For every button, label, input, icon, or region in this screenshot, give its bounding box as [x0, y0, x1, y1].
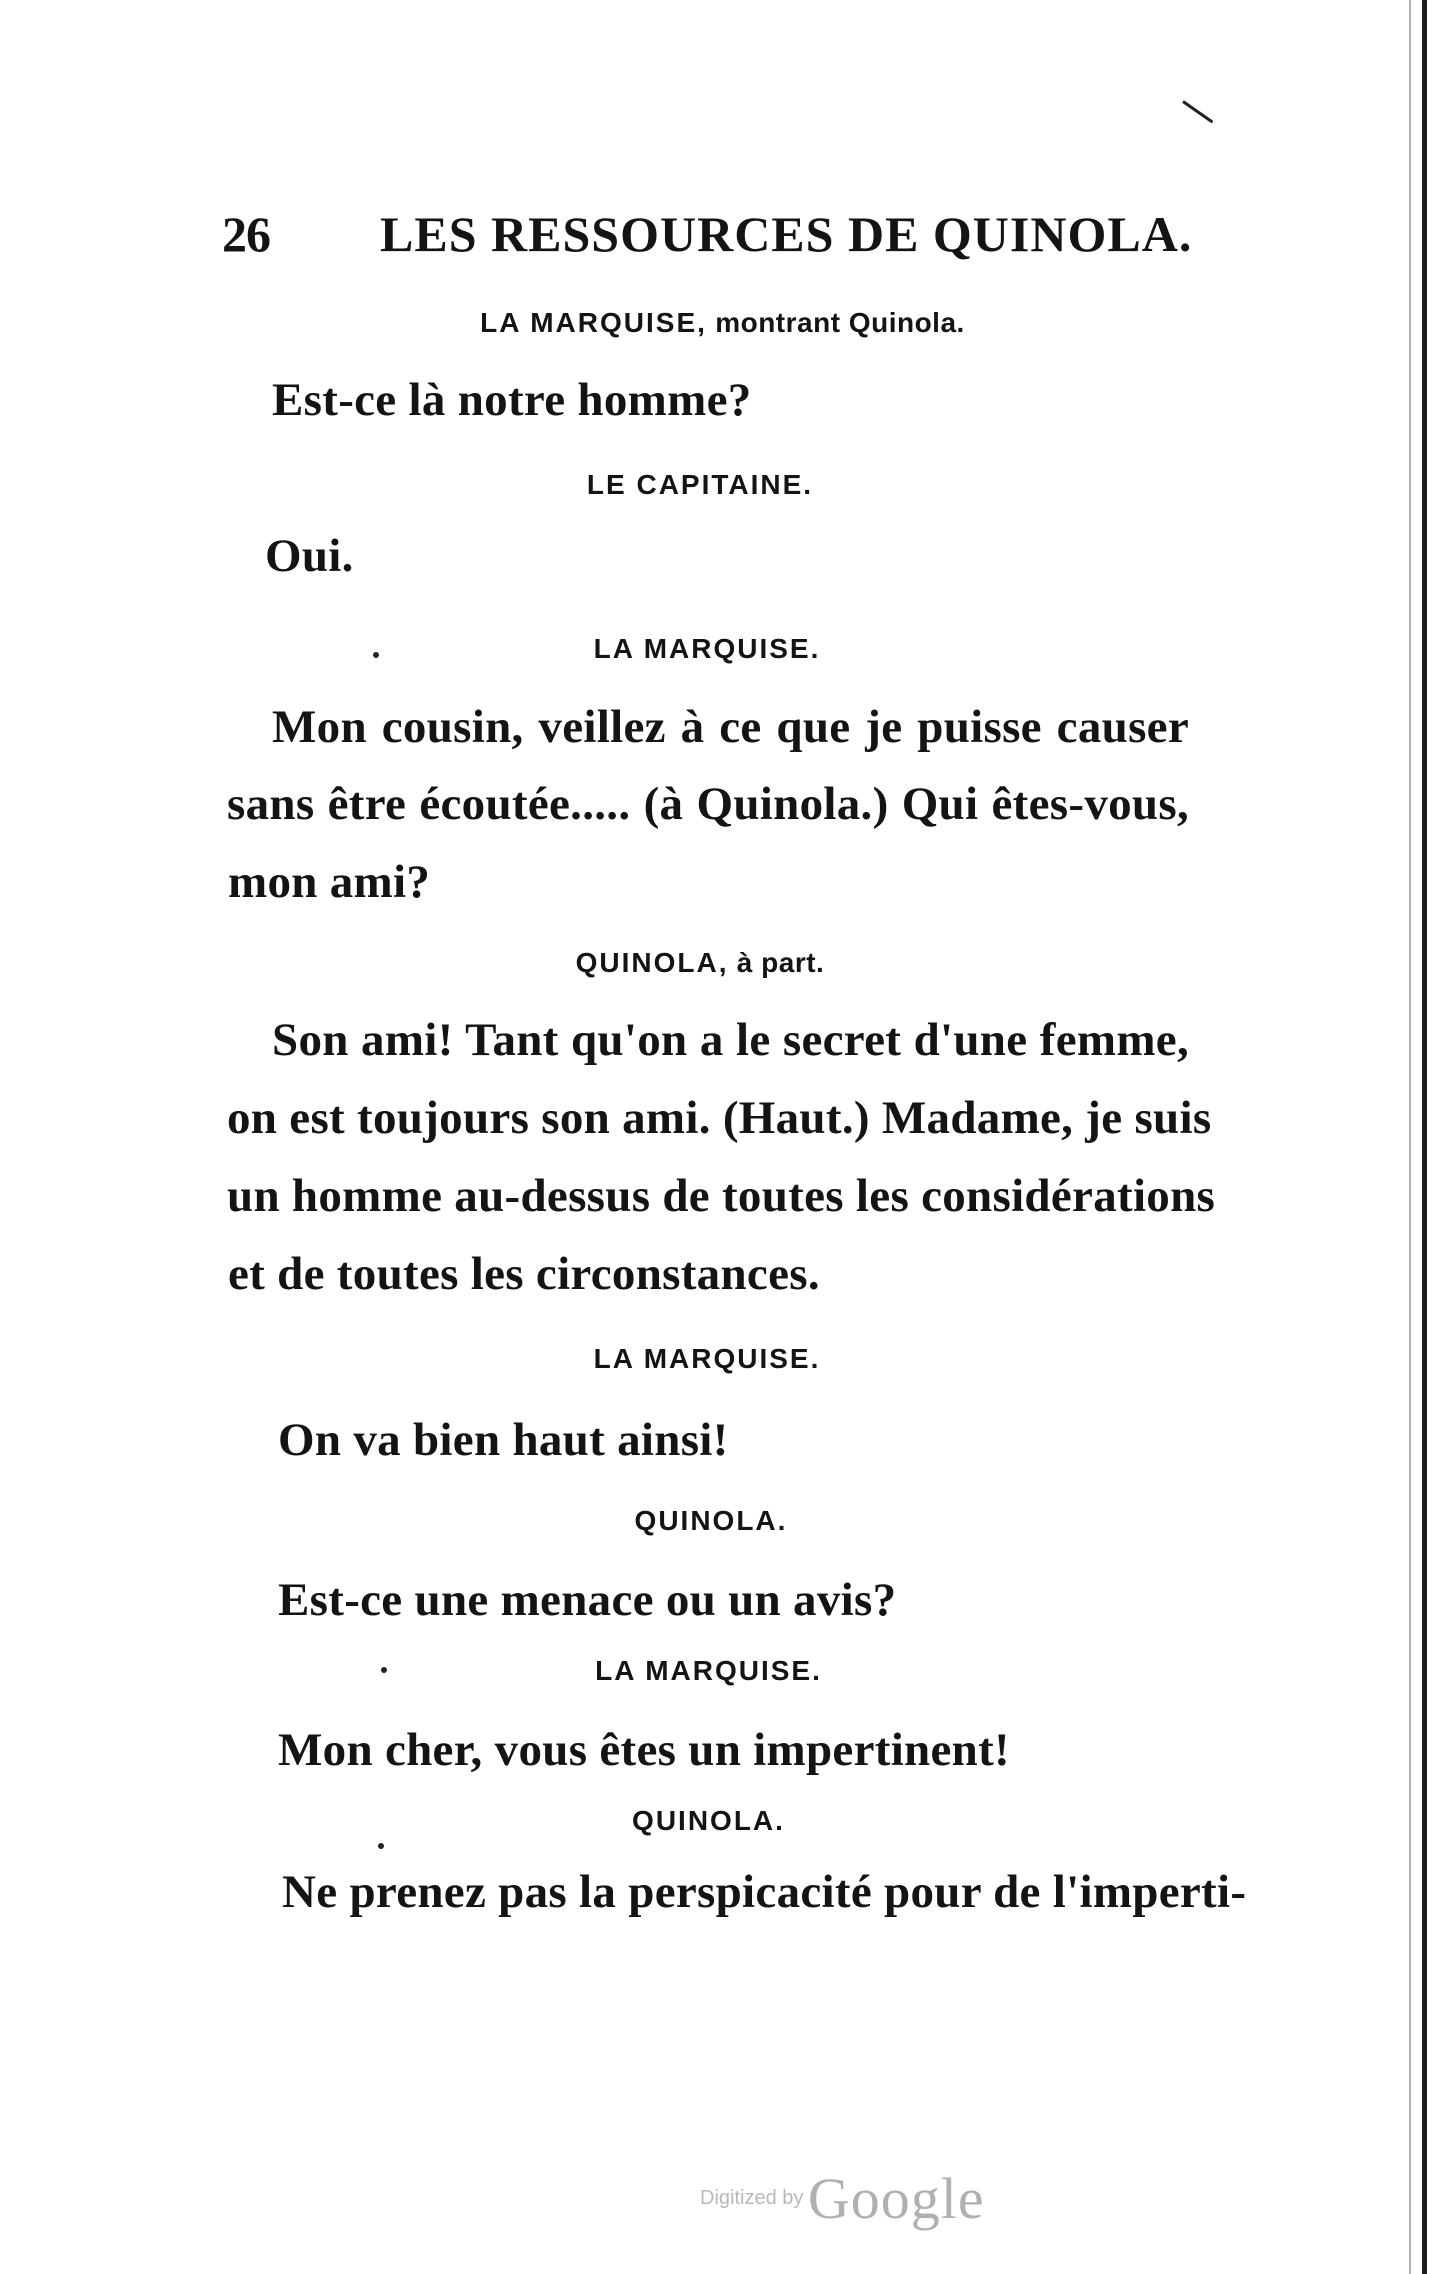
page-number: 26 [222, 206, 270, 262]
digitized-watermark [700, 2165, 985, 2232]
dialogue-line: on est toujours son ami. (Haut.) Madame, je suis [227, 1092, 1212, 1144]
dialogue-line: Ne prenez pas la perspicacité pour de l'imperti- [282, 1866, 1247, 1918]
dialogue-line: Son ami! Tant qu'on a le secret d'une femme, [272, 1014, 1189, 1066]
dialogue-line: Mon cousin, veillez à ce que je puisse causer [272, 701, 1189, 753]
dialogue-line: On va bien haut ainsi! [278, 1414, 729, 1466]
speaker-heading: QUINOLA. [634, 1505, 788, 1536]
running-header [222, 205, 1193, 275]
speaker-heading [0, 307, 1445, 339]
dialogue-line: Mon cher, vous êtes un impertinent! [278, 1724, 1011, 1776]
google-logo: Google [807, 2166, 985, 2231]
speaker-heading [0, 947, 1400, 979]
digitized-by-label: Digitized by [700, 2187, 804, 2209]
dialogue-line: Oui. [265, 530, 354, 582]
dialogue-line: un homme au-dessus de toutes les considérations [227, 1170, 1216, 1222]
page-edge-line [1409, 0, 1411, 2274]
dialogue-line: et de toutes les circonstances. [228, 1248, 820, 1300]
speaker-name: QUINOLA, [575, 947, 729, 978]
dialogue-line: sans être écoutée..... (à Quinola.) Qui êtes-vous, [227, 778, 1189, 830]
stage-direction: à part. [728, 947, 825, 978]
speaker-heading: QUINOLA. [632, 1805, 785, 1836]
dialogue-line: Est-ce une menace ou un avis? [278, 1574, 897, 1626]
dialogue-line: Est-ce là notre homme? [272, 374, 752, 426]
running-title: LES RESSOURCES DE QUINOLA. [380, 206, 1193, 262]
speaker-heading: LA MARQUISE. [593, 633, 821, 664]
ink-dot [378, 1843, 384, 1849]
stage-direction: montrant Quinola. [706, 307, 965, 338]
dialogue-line: mon ami? [228, 856, 431, 908]
speaker-name: LA MARQUISE, [480, 307, 707, 338]
speaker-heading: LA MARQUISE. [595, 1655, 822, 1686]
page-edge-shadow [1422, 0, 1427, 2274]
ink-mark [1182, 100, 1213, 123]
speaker-heading: LA MARQUISE. [593, 1343, 821, 1374]
speaker-heading: LE CAPITAINE. [586, 469, 814, 500]
